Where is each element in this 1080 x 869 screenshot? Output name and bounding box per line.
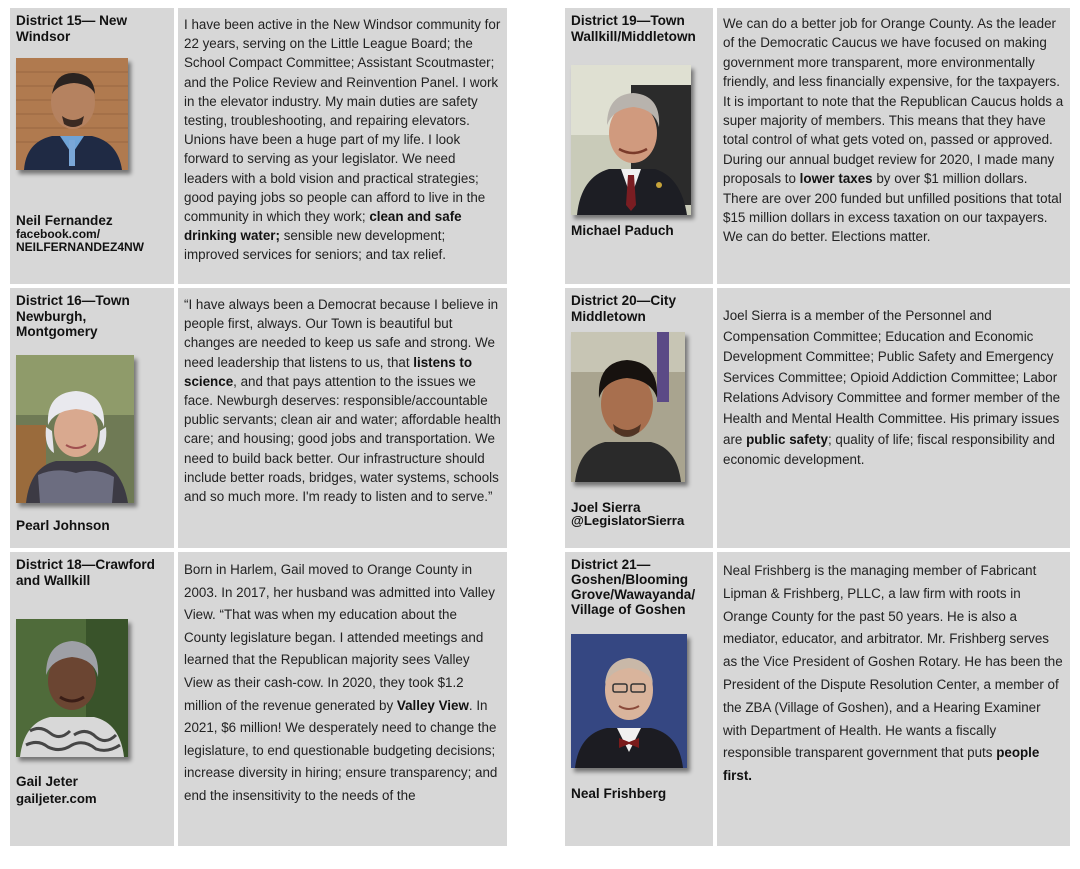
candidate-row-district-21: [565, 552, 1070, 846]
candidate-bio: [717, 288, 1070, 548]
portrait-image: [571, 332, 685, 482]
bio-emphasis: people first.: [723, 745, 1040, 784]
candidate-row-district-19: [565, 8, 1070, 284]
contact-line: @LegislatorSierra: [571, 513, 685, 528]
bio-emphasis: listens to science: [184, 354, 473, 389]
bio-text: , and that pays attention to the issues we face. Newburgh deserves: responsible/accountable public servants; clean air and water; affordable health care; and housing; good jobs and transportation. We need to build back better. Our infrastructure should include better roads, bridges, water systems, schools and so much more. I'm ready to listen and to serve.”: [184, 373, 501, 505]
candidate-photo: [571, 65, 691, 215]
candidate-photo: [16, 58, 128, 170]
candidate-bio: [178, 8, 507, 284]
candidate-name: Neal Frishberg: [571, 786, 667, 801]
portrait-image: [16, 58, 128, 170]
candidate-bio: [717, 8, 1070, 284]
candidate-sidebar: [565, 288, 713, 548]
right-column: [565, 8, 1070, 850]
candidate-sidebar: [10, 288, 174, 548]
bio-emphasis: public safety: [746, 431, 828, 447]
candidate-sidebar: [10, 552, 174, 846]
bio-text: Neal Frishberg is the managing member of Fabricant Lipman & Frishberg, PLLC, a law firm with roots in Orange County for the past 50 years. He is also a mediator, educator, and arbitrator. Mr. Frishberg serves as the Vice President of Goshen Rotary. He has been the President of the Dispute Resolution Center, a member of the ZBA (Village of Goshen), and a Hearing Examiner with Department of Health. He wants a fiscally responsible transparent government that puts: [723, 563, 1063, 761]
portrait-image: [571, 634, 687, 768]
district-title: District 16—Town Newburgh, Montgomery: [16, 293, 130, 339]
district-title: District 21—Goshen/Blooming Grove/Wawayanda/ Village of Goshen: [571, 557, 696, 617]
contact-line: NEILFERNANDEZ4NW: [16, 240, 144, 254]
bio-text: Born in Harlem, Gail moved to Orange County in 2003. In 2017, her husband was admitted into Valley View. “That was when my education about the County legislature began. I attended meetings and learned that the Republican majority sees Valley View as their cash-cow. In 2020, they took $1.2 million of the revenue generated by: [184, 562, 495, 713]
candidate-row-district-16: [10, 288, 507, 548]
candidate-bio: [717, 552, 1070, 846]
bio-text: by over $1 million dollars. There are over 200 funded but unfilled positions that total $15 million dollars in excess taxation on our taxpayers. We can do better. Elections matter.: [723, 171, 1062, 245]
candidate-contact: [16, 228, 144, 254]
candidate-name: Pearl Johnson: [16, 518, 110, 533]
contact-line: gailjeter.com: [16, 791, 97, 806]
candidate-sidebar: [565, 8, 713, 284]
candidate-name: Joel Sierra: [571, 500, 641, 515]
district-title: District 18—Crawford and Wallkill: [16, 557, 155, 588]
bio-emphasis: clean and safe drinking water;: [184, 209, 462, 244]
district-title: District 20—City Middletown: [571, 293, 677, 324]
candidate-row-district-15: [10, 8, 507, 284]
candidate-name: Neil Fernandez: [16, 213, 113, 228]
bio-emphasis: lower taxes: [799, 171, 873, 187]
bio-text: ; quality of life; fiscal responsibility and economic development.: [723, 431, 1055, 468]
candidate-contact: [571, 514, 684, 527]
portrait-image: [571, 65, 691, 215]
contact-line: facebook.com/: [16, 227, 101, 241]
portrait-image: [16, 355, 134, 503]
district-title: District 19—Town Wallkill/Middletown: [571, 13, 696, 44]
left-column: [10, 8, 507, 850]
candidate-name: Gail Jeter: [16, 774, 78, 789]
bio-text: We can do a better job for Orange County. As the leader of the Democratic Caucus we have focused on making government more transparent, more environmentally friendly, and less financially expensive, for the taxpayers. It is important to note that the Republican Caucus holds a super majority of members. This means that they have total control of what gets voted on, passed or approved. During our annual budget review for 2020, I made many proposals to: [723, 16, 1064, 187]
candidate-bio: [178, 552, 507, 846]
bio-text: Joel Sierra is a member of the Personnel and Compensation Committee; Education and Economic Development Committee; Public Safety and Emergency Services Committee; Opioid Addiction Committee; Labor Relations Advisory Committee and former member of the Health and Mental Health Committee. His primary issues are: [723, 308, 1061, 447]
candidate-photo: [571, 332, 685, 482]
candidate-contact: [16, 792, 97, 805]
bio-text: I have been active in the New Windsor community for 22 years, serving on the Little League Board; the School Compact Committee; Assistant Scoutmaster; and the Police Review and Reinvention Panel. I work in the elevator industry. My main duties are safety testing, troubleshooting, and repairing elevators. Unions have been a huge part of my life. I look forward to serving as your legislator. We need leaders with a bold vision and practical strategies; good paying jobs so people can afford to live in the community in which they work;: [184, 17, 501, 225]
candidate-sidebar: [565, 552, 713, 846]
candidate-row-district-20: [565, 288, 1070, 548]
candidate-photo: [571, 634, 687, 768]
candidate-name: Michael Paduch: [571, 223, 674, 238]
bio-text: sensible new development; improved services for seniors; and tax relief.: [184, 228, 446, 263]
bio-text: “I have always been a Democrat because I believe in people first, always. Our Town is beautiful but changes are needed to keep us safe and strong. We need leadership that listens to us, that: [184, 297, 499, 370]
candidate-bio: [178, 288, 507, 548]
candidate-photo: [16, 619, 128, 757]
candidate-sidebar: [10, 8, 174, 284]
candidate-photo: [16, 355, 134, 503]
candidate-row-district-18: [10, 552, 507, 846]
portrait-image: [16, 619, 128, 757]
bio-text: . In 2021, $6 million! We desperately need to change the legislature, to end questionable budgeting decisions; increase diversity in hiring; ensure transparency; and end the insensitivity to the needs of the: [184, 697, 498, 803]
district-title: District 15— New Windsor: [16, 13, 128, 44]
bio-emphasis: Valley View: [396, 697, 469, 713]
